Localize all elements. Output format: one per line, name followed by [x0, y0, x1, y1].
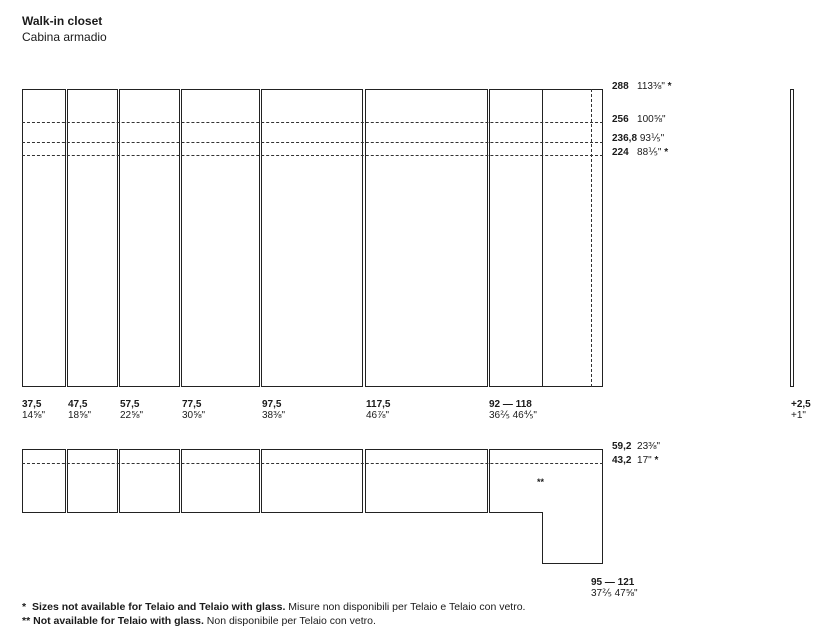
plan-module-37-5: [22, 449, 66, 513]
height-label-224: 224 88⅕" *: [612, 147, 669, 158]
corner-width-label: 95 — 121 37⅖ 47⅝": [591, 577, 638, 599]
module-77-5: [181, 89, 260, 387]
depth-label-59-2: 59,2 23⅜": [612, 441, 661, 452]
height-label-288: 288 113⅜" *: [612, 81, 672, 92]
height-line-236-8: [22, 142, 603, 143]
side-panel-label: +2,5 +1": [791, 399, 811, 421]
module-47-5: [67, 89, 118, 387]
plan-corner-module: [489, 449, 603, 564]
depth-label-43-2: 43,2 17" *: [612, 455, 659, 466]
plan-module-47-5: [67, 449, 118, 513]
plan-module-77-5: [181, 449, 260, 513]
side-panel: [790, 89, 794, 387]
module-97-5: [261, 89, 363, 387]
footnote-2: ** Not available for Telaio with glass. Non disponibile per Telaio con vetro.: [22, 615, 376, 627]
plan-module-57-5: [119, 449, 180, 513]
page-subtitle: Cabina armadio: [22, 30, 107, 44]
module-57-5: [119, 89, 180, 387]
page-title: Walk-in closet: [22, 14, 103, 28]
width-label-37-5: 37,5 14⅝": [22, 399, 46, 421]
module-corner: [489, 89, 603, 387]
plan-module-117-5: [365, 449, 488, 513]
width-label-47-5: 47,5 18⅝": [68, 399, 92, 421]
height-line-224: [22, 155, 603, 156]
module-37-5: [22, 89, 66, 387]
width-label-77-5: 77,5 30⅝": [182, 399, 206, 421]
width-label-117-5: 117,5 46⅞": [366, 399, 391, 421]
depth-line-43-2: [22, 463, 603, 464]
plan-module-97-5: [261, 449, 363, 513]
corner-extension-line: [591, 89, 592, 387]
height-line-256: [22, 122, 603, 123]
height-label-256: 256 100⅝": [612, 114, 666, 125]
width-label-97-5: 97,5 38⅜": [262, 399, 286, 421]
corner-divider: [542, 89, 543, 387]
height-label-236-8: 236,8 93⅕": [612, 133, 665, 144]
width-label-57-5: 57,5 22⅝": [120, 399, 144, 421]
width-label-corner: 92 — 118 36⅖ 46⅘": [489, 399, 537, 421]
module-117-5: [365, 89, 488, 387]
not-available-marker: **: [537, 477, 545, 487]
footnote-1: * Sizes not available for Telaio and Telaio with glass. Misure non disponibili per Telaio e Telaio con vetro.: [22, 601, 526, 613]
